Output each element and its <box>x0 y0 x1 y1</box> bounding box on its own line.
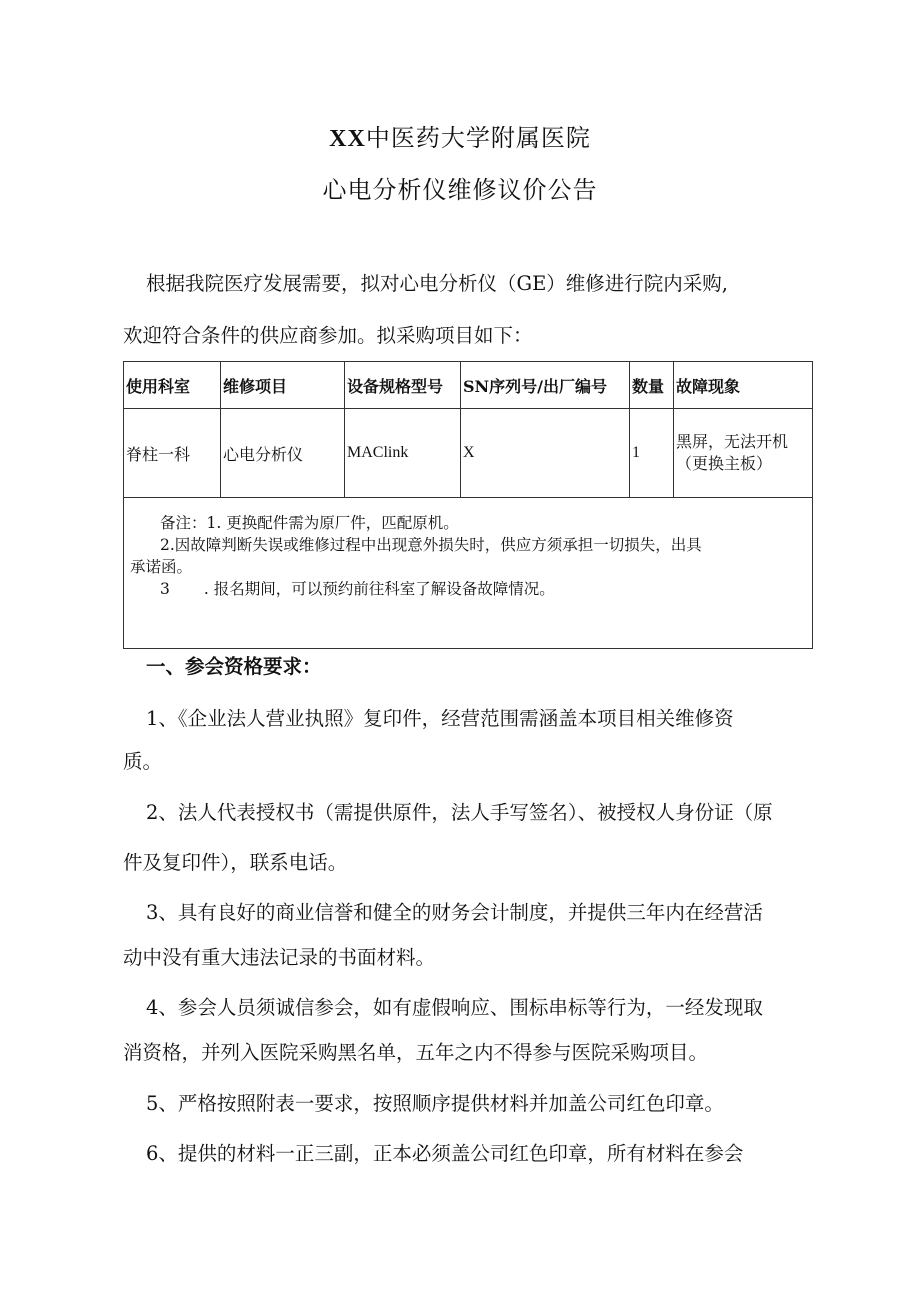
document-title-notice: 心电分析仪维修议价公告 <box>322 176 598 204</box>
header-model: 设备规格型号 <box>345 362 461 409</box>
note-3-text: . 报名期间，可以预约前往科室了解设备故障情况。 <box>203 580 555 598</box>
header-department: 使用科室 <box>124 362 221 409</box>
requirement-2-line-2: 件及复印件），联系电话。 <box>123 851 348 874</box>
note-2-line-2: 承诺函。 <box>130 558 193 576</box>
header-repair-item: 维修项目 <box>221 362 345 409</box>
requirement-4-line-1: 4、参会人员须诚信参会，如有虚假响应、围标串标等行为，一经发现取 <box>146 996 763 1019</box>
header-serial-number: SN序列号/出厂编号 <box>461 362 630 409</box>
note-2-line-1: 2.因故障判断失误或维修过程中出现意外损失时，供应方须承担一切损失，出具 <box>160 536 702 554</box>
header-quantity: 数量 <box>630 362 674 409</box>
requirement-5: 5、严格按照附表一要求，按照顺序提供材料并加盖公司红色印章。 <box>146 1092 724 1115</box>
note-1: 备注：1. 更换配件需为原厂件，匹配原机。 <box>160 514 459 532</box>
procurement-table <box>123 361 813 649</box>
requirement-2-line-1: 2、法人代表授权书（需提供原件，法人手写签名）、被授权人身份证（原 <box>146 801 773 824</box>
fault-line-1: 黑屏，无法开机 <box>676 432 789 451</box>
cell-quantity: 1 <box>630 409 674 498</box>
table-header-row <box>124 362 813 409</box>
cell-model: MAClink <box>345 409 461 498</box>
requirement-3-line-2: 动中没有重大违法记录的书面材料。 <box>123 946 436 969</box>
fault-line-2: （更换主板） <box>676 454 773 473</box>
intro-line-2: 欢迎符合条件的供应商参加。拟采购项目如下： <box>123 324 533 347</box>
section-heading-qualifications: 一、参会资格要求： <box>146 655 322 678</box>
requirement-1-line-2: 质。 <box>123 750 163 773</box>
table-notes-row <box>124 498 813 649</box>
note-3-number: 3 <box>160 580 170 598</box>
note-3 <box>130 578 806 600</box>
requirement-1-line-1: 1、《企业法人营业执照》复印件，经营范围需涵盖本项目相关维修资 <box>146 707 734 730</box>
title-hospital-name: 中医药大学附属医院 <box>365 124 591 152</box>
requirement-3-line-1: 3、具有良好的商业信誉和健全的财务会计制度，并提供三年内在经营活 <box>146 901 763 924</box>
notes-cell <box>124 498 813 649</box>
cell-serial-number: X <box>461 409 630 498</box>
table-row <box>124 409 813 498</box>
cell-repair-item: 心电分析仪 <box>221 409 345 498</box>
title-prefix: XX <box>329 126 366 152</box>
header-fault: 故障现象 <box>674 362 813 409</box>
intro-line-1: 根据我院医疗发展需要，拟对心电分析仪（GE）维修进行院内采购, <box>146 272 729 295</box>
document-title-hospital <box>0 118 920 153</box>
requirement-4-line-2: 消资格，并列入医院采购黑名单，五年之内不得参与医院采购项目。 <box>123 1041 709 1064</box>
cell-fault <box>674 409 813 498</box>
requirement-6-line-1: 6、提供的材料一正三副，正本必须盖公司红色印章，所有材料在参会 <box>146 1142 744 1165</box>
cell-department: 脊柱一科 <box>124 409 221 498</box>
